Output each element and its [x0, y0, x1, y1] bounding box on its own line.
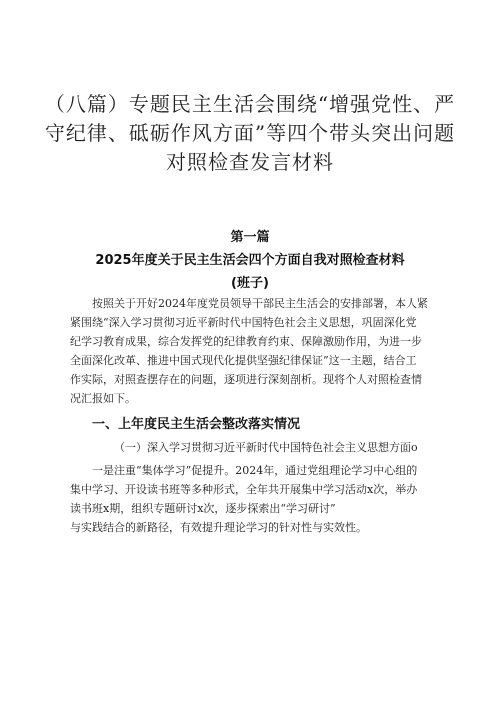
section-heading-1: 一、上年度民主生活会整改落实情况	[92, 417, 301, 432]
title-line-3: 对照检查发言材料	[166, 150, 334, 174]
intro-line: 按照关于开好2024年度党员领导干部民主生活会的安排部署，本人紧	[92, 297, 428, 310]
body-line: 一是注重“集体学习”促提升。2024年，通过党组理论学习中心组的	[92, 464, 418, 477]
intro-paragraph	[70, 294, 440, 408]
intro-line: 纪学习教育成果，综合发挥党的纪律教育约束、保障激励作用，为进一步	[70, 335, 422, 348]
intro-line: 作实际，对照查摆存在的问题，逐项进行深刻剖析。现将个人对照检查情	[70, 373, 422, 386]
intro-line: 紧围绕“深入学习贯彻习近平新时代中国特色社会主义思想，巩固深化党	[70, 316, 417, 329]
body-line: 读书班x期，组织专题研讨x次，逐步探索出“学习研讨”	[70, 502, 336, 515]
title-line-2: 守纪律、砥砺作风方面”等四个带头突出问题	[44, 121, 456, 145]
section-heading-2: （一）深入学习贯彻习近平新时代中国特色社会主义思想方面o	[114, 441, 418, 454]
body-line: 集中学习、开设读书班等多种形式，全年共开展集中学习活动x次，举办	[70, 483, 418, 496]
intro-line: 况汇报如下。	[70, 392, 136, 405]
title-line-1: （八篇）专题民主生活会围绕“增强党性、严	[44, 92, 456, 116]
body-line: 与实践结合的新路径，有效提升理论学习的针对性与实效性。	[70, 521, 367, 534]
part-label: 第一篇	[230, 230, 270, 245]
body-paragraph	[70, 461, 440, 537]
intro-line: 全面深化改革、推进中国式现代化提供坚强纪律保证”这一主题，结合工	[70, 354, 417, 367]
document-title	[40, 90, 460, 177]
group-label: (班子)	[231, 276, 269, 291]
sub-title: 2025年度关于民主生活会四个方面自我对照检查材料	[95, 253, 405, 268]
